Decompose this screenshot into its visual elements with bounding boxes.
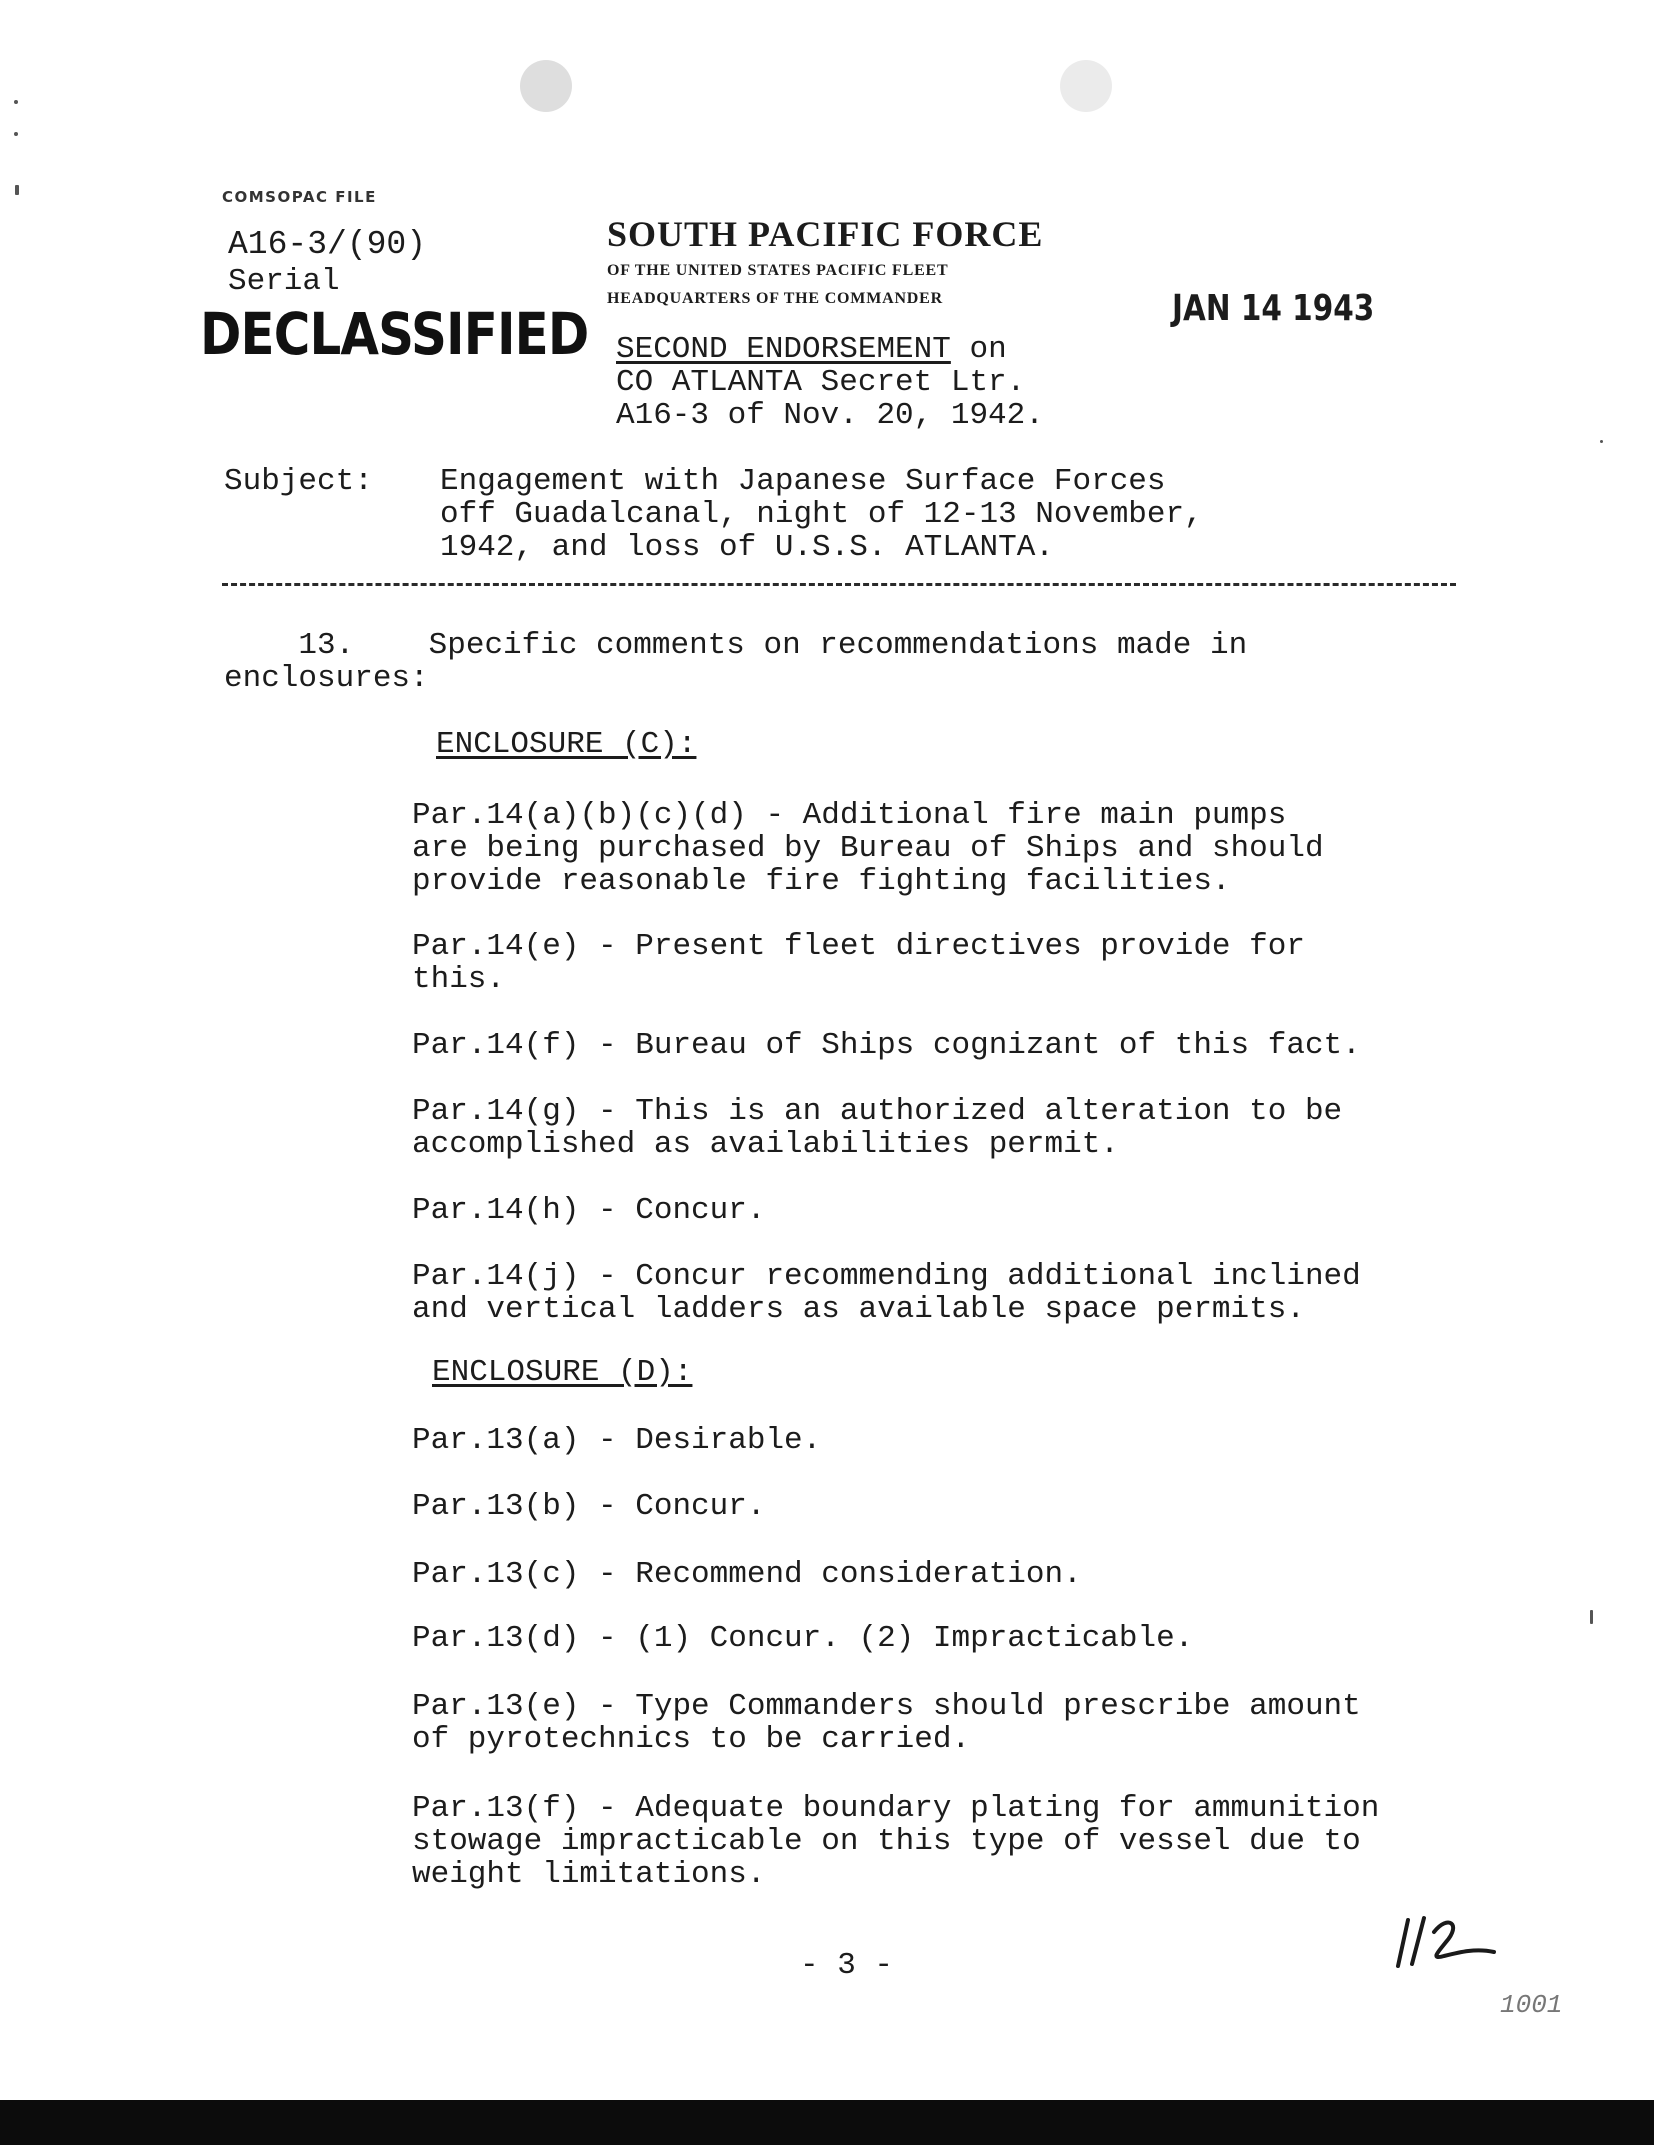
enclosure-d-item-line: Par.13(e) - Type Commanders should prescribe amount — [412, 1689, 1361, 1724]
subject-label: Subject: — [224, 464, 373, 499]
intro-line: 13. Specific comments on recommendations made in — [224, 628, 1248, 663]
endorsement-reference: CO ATLANTA Secret Ltr. — [616, 365, 1026, 400]
enclosure-d-item-line: weight limitations. — [412, 1857, 766, 1892]
enclosure-d-item-line: Par.13(d) - (1) Concur. (2) Impracticable. — [412, 1621, 1194, 1656]
scan-border — [0, 2100, 1654, 2145]
handwritten-annotation — [1390, 1908, 1510, 1978]
endorsement-date: A16-3 of Nov. 20, 1942. — [616, 398, 1044, 433]
punch-hole-left — [520, 60, 572, 112]
enclosure-c-item-line: are being purchased by Bureau of Ships and should — [412, 831, 1324, 866]
punch-hole-right — [1060, 60, 1112, 112]
scan-speck — [15, 185, 19, 195]
page-number: - 3 - — [800, 1948, 894, 1983]
org-subtitle-fleet: OF THE UNITED STATES PACIFIC FLEET — [607, 262, 949, 279]
enclosure-c-item-line: accomplished as availabilities permit. — [412, 1127, 1119, 1162]
scan-speck — [14, 100, 18, 104]
enclosure-c-heading: ENCLOSURE (C): — [436, 727, 697, 762]
subject-line: Engagement with Japanese Surface Forces — [440, 464, 1166, 499]
enclosure-c-item-line: Par.14(f) - Bureau of Ships cognizant of this fact. — [412, 1028, 1361, 1063]
enclosure-d-item-line: Par.13(b) - Concur. — [412, 1489, 766, 1524]
enclosure-c-item-line: and vertical ladders as available space permits. — [412, 1292, 1305, 1327]
endorsement-title — [616, 333, 1007, 366]
divider-dashed — [222, 583, 1456, 586]
enclosure-c-item-line: Par.14(j) - Concur recommending additional inclined — [412, 1259, 1361, 1294]
enclosure-c-item-line: Par.14(g) - This is an authorized alteration to be — [412, 1094, 1343, 1129]
enclosure-c-item-line: Par.14(a)(b)(c)(d) - Additional fire main pumps — [412, 798, 1287, 833]
enclosure-d-item-line: Par.13(c) - Recommend consideration. — [412, 1557, 1082, 1592]
declassified-stamp: DECLASSIFIED — [200, 300, 589, 368]
org-title: SOUTH PACIFIC FORCE — [607, 214, 1044, 254]
scan-speck — [1590, 1610, 1593, 1624]
subject-line: off Guadalcanal, night of 12-13 November, — [440, 497, 1203, 532]
file-number: A16-3/(90) — [228, 226, 427, 263]
date-stamp: JAN 14 1943 — [1172, 288, 1375, 329]
enclosure-d-item-line: Par.13(a) - Desirable. — [412, 1423, 822, 1458]
enclosure-d-item-line: of pyrotechnics to be carried. — [412, 1722, 971, 1757]
endorsement-title-suffix: on — [950, 332, 1007, 367]
org-subtitle-hq: HEADQUARTERS OF THE COMMANDER — [607, 290, 943, 307]
archive-number: 1001 — [1500, 1990, 1563, 2020]
enclosure-d-heading: ENCLOSURE (D): — [432, 1355, 693, 1390]
intro-line: enclosures: — [224, 661, 429, 696]
enclosure-c-item-line: provide reasonable fire fighting facilities. — [412, 864, 1231, 899]
endorsement-title-text: SECOND ENDORSEMENT — [616, 332, 951, 367]
enclosure-c-item-line: Par.14(h) - Concur. — [412, 1193, 766, 1228]
enclosure-d-item-line: stowage impracticable on this type of vessel due to — [412, 1824, 1361, 1859]
scan-speck — [1600, 440, 1603, 443]
file-label: COMSOPAC FILE — [222, 188, 377, 206]
subject-line: 1942, and loss of U.S.S. ATLANTA. — [440, 530, 1054, 565]
serial-label: Serial — [228, 264, 340, 299]
scan-speck — [14, 132, 18, 136]
enclosure-d-item-line: Par.13(f) - Adequate boundary plating for ammunition — [412, 1791, 1380, 1826]
enclosure-c-item-line: this. — [412, 962, 506, 997]
enclosure-c-item-line: Par.14(e) - Present fleet directives provide for — [412, 929, 1305, 964]
